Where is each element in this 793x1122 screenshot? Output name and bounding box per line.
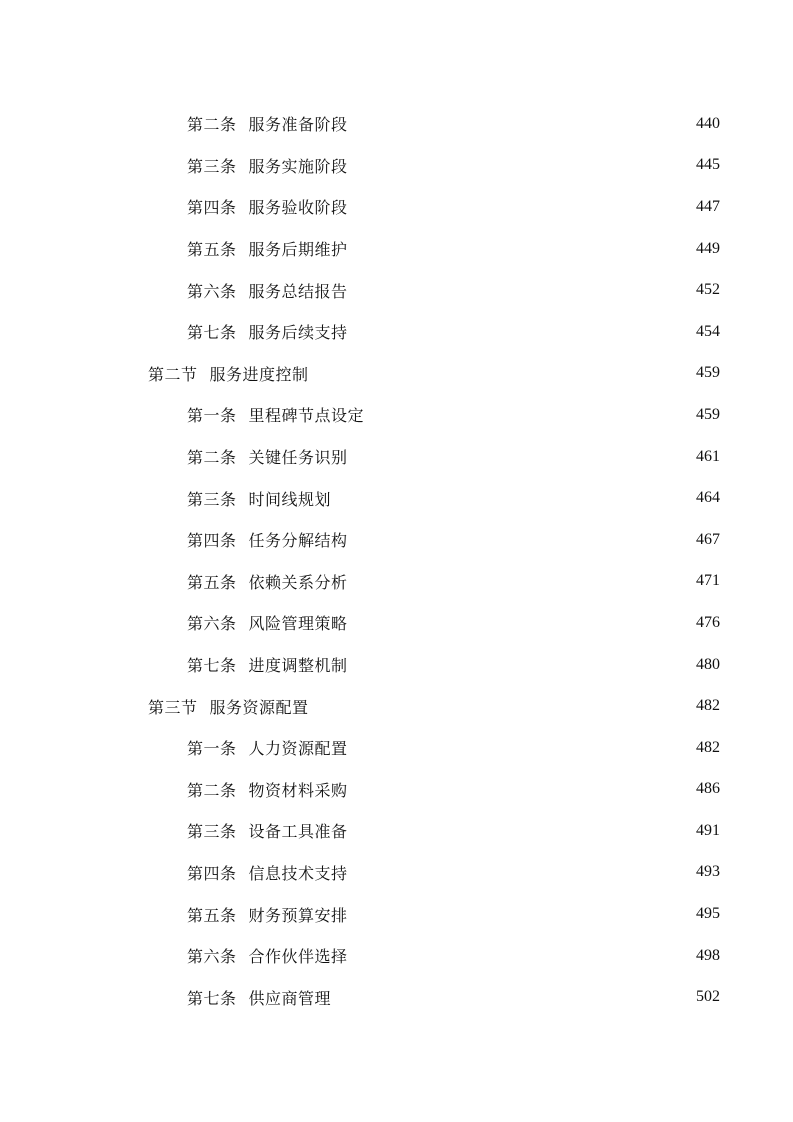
toc-entry-title: 任务分解结构 bbox=[248, 531, 348, 551]
dot-leader bbox=[335, 990, 694, 1004]
toc-entry[interactable] bbox=[0, 727, 793, 769]
toc-entry[interactable] bbox=[0, 893, 793, 935]
toc-entry-page: 495 bbox=[696, 905, 720, 923]
toc-entry[interactable] bbox=[0, 769, 793, 811]
toc-entry-title: 服务总结报告 bbox=[248, 281, 348, 301]
toc-entry[interactable] bbox=[0, 228, 793, 270]
toc-entry[interactable] bbox=[0, 477, 793, 519]
toc-section-heading[interactable] bbox=[0, 353, 793, 395]
toc-section-page: 482 bbox=[696, 697, 720, 715]
toc-entry-title: 人力资源配置 bbox=[248, 739, 348, 759]
toc-entry-number: 第二条 bbox=[187, 448, 237, 468]
dot-leader bbox=[352, 325, 694, 339]
dot-leader bbox=[352, 533, 694, 547]
toc-entry-page: 440 bbox=[696, 114, 720, 132]
toc-entry-title: 物资材料采购 bbox=[248, 780, 348, 800]
toc-entry-page: 459 bbox=[696, 405, 720, 423]
toc-entry-page: 491 bbox=[696, 821, 720, 839]
toc-entry-page: 482 bbox=[696, 738, 720, 756]
dot-leader bbox=[352, 949, 694, 963]
toc-entry[interactable] bbox=[0, 186, 793, 228]
toc-entry-number: 第五条 bbox=[187, 240, 237, 260]
toc-entry-page: 493 bbox=[696, 863, 720, 881]
toc-entry[interactable] bbox=[0, 976, 793, 1018]
dot-leader bbox=[352, 242, 694, 256]
toc-entry[interactable] bbox=[0, 602, 793, 644]
toc-entry-page: 447 bbox=[696, 197, 720, 215]
toc-entry-title: 信息技术支持 bbox=[248, 863, 348, 883]
toc-entry-number: 第二条 bbox=[187, 115, 237, 135]
toc-entry[interactable] bbox=[0, 269, 793, 311]
toc-entry-title: 依赖关系分析 bbox=[248, 572, 348, 592]
toc-entry[interactable] bbox=[0, 852, 793, 894]
toc-entry-number: 第一条 bbox=[187, 406, 237, 426]
toc-entry[interactable] bbox=[0, 519, 793, 561]
toc-entry-page: 471 bbox=[696, 572, 720, 590]
toc-entry-page: 452 bbox=[696, 281, 720, 299]
toc-entry[interactable] bbox=[0, 935, 793, 977]
toc-entry-title: 服务后期维护 bbox=[248, 240, 348, 260]
toc-entry-number: 第三条 bbox=[187, 156, 237, 176]
dot-leader bbox=[352, 616, 694, 630]
toc-section-title: 服务资源配置 bbox=[209, 697, 309, 717]
toc-entry-number: 第七条 bbox=[187, 656, 237, 676]
toc-entry[interactable] bbox=[0, 394, 793, 436]
toc-entry-page: 480 bbox=[696, 655, 720, 673]
toc-entry[interactable] bbox=[0, 561, 793, 603]
dot-leader bbox=[352, 741, 694, 755]
dot-leader bbox=[352, 158, 694, 172]
toc-section-number: 第三节 bbox=[148, 697, 198, 717]
dot-leader bbox=[352, 907, 694, 921]
toc-section-number: 第二节 bbox=[148, 364, 198, 384]
toc-section-title: 服务进度控制 bbox=[209, 364, 309, 384]
toc-entry-title: 进度调整机制 bbox=[248, 656, 348, 676]
dot-leader bbox=[368, 408, 694, 422]
toc-entry-title: 合作伙伴选择 bbox=[248, 947, 348, 967]
toc-entry[interactable] bbox=[0, 311, 793, 353]
toc-entry-page: 461 bbox=[696, 447, 720, 465]
toc-entry-page: 454 bbox=[696, 322, 720, 340]
toc-entry-number: 第四条 bbox=[187, 863, 237, 883]
dot-leader bbox=[313, 366, 694, 380]
toc-entry-title: 关键任务识别 bbox=[248, 448, 348, 468]
toc-entry-page: 449 bbox=[696, 239, 720, 257]
toc-entry-title: 财务预算安排 bbox=[248, 905, 348, 925]
toc-entry-number: 第七条 bbox=[187, 988, 237, 1008]
toc-entry-page: 467 bbox=[696, 530, 720, 548]
toc-entry-page: 502 bbox=[696, 988, 720, 1006]
toc-entry-page: 498 bbox=[696, 946, 720, 964]
toc-entry[interactable] bbox=[0, 103, 793, 145]
toc-entry-number: 第六条 bbox=[187, 947, 237, 967]
toc-entry-page: 464 bbox=[696, 489, 720, 507]
toc-entry-number: 第三条 bbox=[187, 489, 237, 509]
toc-entry-title: 服务准备阶段 bbox=[248, 115, 348, 135]
toc-entry-title: 服务验收阶段 bbox=[248, 198, 348, 218]
dot-leader bbox=[352, 117, 694, 131]
dot-leader bbox=[352, 824, 694, 838]
toc-entry-number: 第六条 bbox=[187, 281, 237, 301]
toc-entry-number: 第三条 bbox=[187, 822, 237, 842]
toc-entry-title: 时间线规划 bbox=[248, 489, 332, 509]
dot-leader bbox=[352, 865, 694, 879]
toc-entry-title: 风险管理策略 bbox=[248, 614, 348, 634]
toc-entry-number: 第一条 bbox=[187, 739, 237, 759]
dot-leader bbox=[352, 658, 694, 672]
dot-leader bbox=[352, 200, 694, 214]
toc-entry-number: 第五条 bbox=[187, 905, 237, 925]
toc-entry-title: 设备工具准备 bbox=[248, 822, 348, 842]
toc-entry-number: 第六条 bbox=[187, 614, 237, 634]
toc-entry-title: 供应商管理 bbox=[248, 988, 332, 1008]
toc-entry-number: 第七条 bbox=[187, 323, 237, 343]
toc-entry-page: 445 bbox=[696, 156, 720, 174]
toc-entry-number: 第二条 bbox=[187, 780, 237, 800]
toc-entry-number: 第四条 bbox=[187, 198, 237, 218]
dot-leader bbox=[313, 699, 694, 713]
toc-entry-title: 服务后续支持 bbox=[248, 323, 348, 343]
toc-entry-page: 486 bbox=[696, 780, 720, 798]
dot-leader bbox=[352, 782, 694, 796]
dot-leader bbox=[352, 450, 694, 464]
toc-entry-page: 476 bbox=[696, 613, 720, 631]
toc-entry[interactable] bbox=[0, 644, 793, 686]
toc-section-heading[interactable] bbox=[0, 685, 793, 727]
toc-entry-number: 第五条 bbox=[187, 572, 237, 592]
dot-leader bbox=[352, 574, 694, 588]
toc-entry[interactable] bbox=[0, 810, 793, 852]
toc-entry-number: 第四条 bbox=[187, 531, 237, 551]
table-of-contents bbox=[0, 103, 793, 1018]
toc-entry[interactable] bbox=[0, 436, 793, 478]
toc-entry[interactable] bbox=[0, 145, 793, 187]
toc-entry-title: 里程碑节点设定 bbox=[248, 406, 365, 426]
dot-leader bbox=[335, 491, 694, 505]
dot-leader bbox=[352, 283, 694, 297]
toc-entry-title: 服务实施阶段 bbox=[248, 156, 348, 176]
toc-section-page: 459 bbox=[696, 364, 720, 382]
